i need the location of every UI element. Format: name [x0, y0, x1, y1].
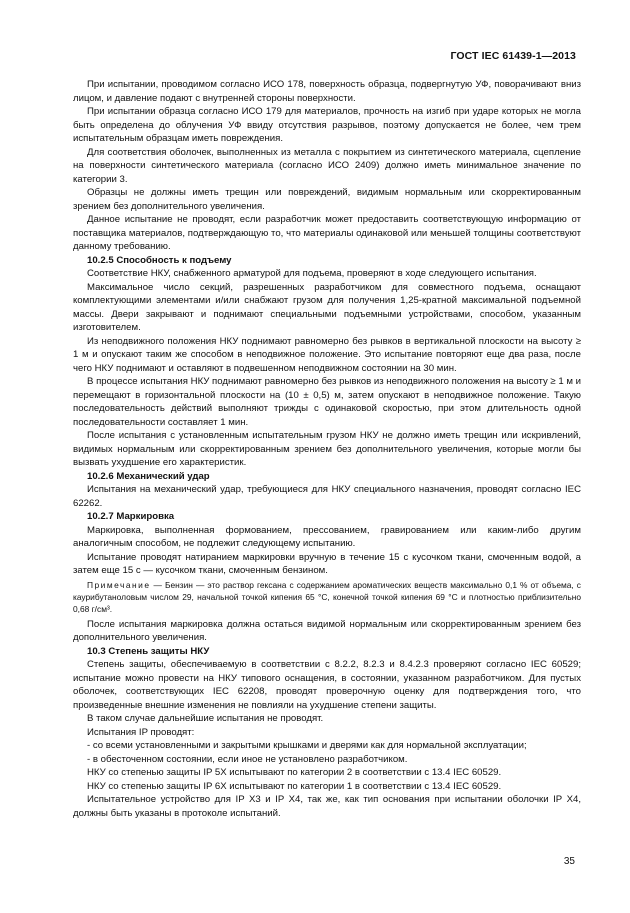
body-paragraph: При испытании образца согласно ИСО 179 для материалов, прочность на изгиб при ударе которых не могла быть определена до облучения УФ ввиду отсутствия разрывов, поэтому допускается не более, чем трем испытательным образцам иметь повреждения. — [73, 106, 581, 144]
body-paragraph: НКУ со степенью защиты IP 5X испытывают по категории 2 в соответствии с 13.4 IEC 60529. — [87, 767, 502, 778]
section-heading: 10.2.6 Механический удар — [87, 470, 210, 482]
document-body — [73, 78, 581, 820]
body-paragraph: Данное испытание не проводят, если разработчик может предоставить соответствующую информацию от поставщика материалов, подтверждающую то, что материалы одинаковой или меньшей толщины соответствуют данному требованию. — [73, 214, 581, 252]
body-paragraph: После испытания маркировка должна остаться видимой нормальным или скорректированным зрением без дополнительного увеличения. — [73, 618, 581, 643]
body-paragraph: НКУ со степенью защиты IP 6X испытывают по категории 1 в соответствии с 13.4 IEC 60529. — [87, 780, 502, 792]
standard-header: ГОСТ IEC 61439-1—2013 — [450, 50, 576, 62]
section-heading: 10.2.5 Способность к подъему — [87, 254, 232, 266]
body-paragraph: Из неподвижного положения НКУ поднимают равномерно без рывков в вертикальной плоскости на высоту ≥ 1 м и опускают таким же способом в неподвижное положение. Это испытание повторяют еще два раза, после чего НКУ поднимают и оставляют в подвешенном неподвижном состоянии на 30 мин. — [73, 335, 581, 374]
note-text: — Бензин — это раствор гексана с содержанием ароматических веществ максимально 0,1 % от объема, с каурибутаноловым числом 29, начальной точкой кипения 65 °С, конечной точкой кипения 69 °С и плотностью приблизительно 0,68 г/см³. — [73, 579, 581, 614]
body-paragraph: Испытание проводят натиранием маркировки вручную в течение 15 с кусочком ткани, смоченным водой, а затем еще 15 с — кусочком ткани, смоченным бензином. — [73, 551, 581, 576]
body-paragraph: Образцы не должны иметь трещин или повреждений, видимым нормальным или скорректированным зрением без дополнительного увеличения. — [73, 187, 581, 212]
body-paragraph: Маркировка, выполненная формованием, прессованием, гравированием или каким-либо другим аналогичным способом, не подлежит следующему испытанию. — [73, 524, 581, 549]
note-paragraph — [73, 579, 581, 615]
page-number: 35 — [563, 856, 575, 867]
body-paragraph: В таком случае дальнейшие испытания не проводят. — [87, 713, 324, 724]
body-paragraph: - со всеми установленными и закрытыми крышками и дверями как для нормальной эксплуатации; — [87, 740, 527, 751]
body-paragraph: Максимальное число секций, разрешенных разработчиком для совместного подъема, оснащают комплектующими элементами и/или снабжают грузом для получения 1,25-кратной максимальной подъемной массы. Двери закрывают и поднимают специальными подъемными устройствами, способом, указанным изготовителем. — [73, 281, 581, 333]
section-heading: 10.2.7 Маркировка — [87, 511, 175, 522]
body-paragraph: Для соответствия оболочек, выполненных из металла с покрытием из синтетического материала, сцепление на поверхности синтетического материала (согласно ИСО 2409) должно иметь минимальное значение по категории 3. — [73, 146, 581, 185]
body-paragraph: Испытания IP проводят: — [87, 726, 195, 738]
body-paragraph: После испытания с установленным испытательным грузом НКУ не должно иметь трещин или искривлений, видимых нормальным или скорректированным зрением без дополнительного увеличения, которые могли бы вызвать ухудшение его характеристик. — [73, 430, 581, 468]
section-heading: 10.3 Степень защиты НКУ — [87, 645, 210, 657]
body-paragraph: В процессе испытания НКУ поднимают равномерно без рывков из неподвижного положения на высоту ≥ 1 м и перемещают в горизонтальной плоскости на (10 ± 0,5) м, затем опускают в неподвижное положение. Такую последовательность действий выполняют трижды с одинаковой скоростью, при этом длительность одной последовательности составляет 1 мин. — [73, 376, 581, 428]
body-paragraph: При испытании, проводимом согласно ИСО 178, поверхность образца, подвергнутую УФ, поворачивают вниз лицом, и давление подают с внутренней стороны поверхности. — [73, 79, 581, 104]
body-paragraph: Испытания на механический удар, требующиеся для НКУ специального назначения, проводят согласно IEC 62262. — [73, 484, 581, 509]
body-paragraph: Испытательное устройство для IP X3 и IP X4, так же, как тип основания при испытании оболочки IP X4, должны быть указаны в протоколе испытаний. — [73, 794, 581, 819]
body-paragraph: Степень защиты, обеспечиваемую в соответствии с 8.2.2, 8.2.3 и 8.4.2.3 проверяют согласно IEC 60529; испытание можно провести на НКУ типового оснащения, в состоянии, указанном разработчиком. Для пустых оболочек, соответствующих IEC 62208, проводят проверочную оценку для подтверждения того, что произведенные внешние изменения не повлияли на ухудшение степени защиты. — [73, 659, 581, 711]
note-label: Примечание — [87, 579, 151, 590]
body-paragraph: - в обесточенном состоянии, если иное не установлено разработчиком. — [87, 753, 408, 765]
body-paragraph: Соответствие НКУ, снабженного арматурой для подъема, проверяют в ходе следующего испытания. — [87, 268, 537, 279]
